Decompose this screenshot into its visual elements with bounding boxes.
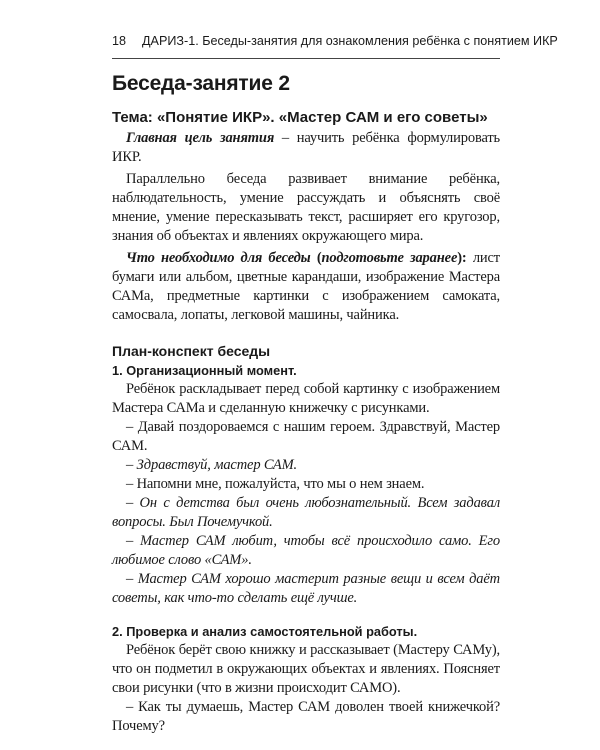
materials-label-note: подготовьте заранее: [321, 250, 458, 266]
section1-heading: 1. Организационный момент.: [112, 363, 297, 378]
goal-paragraph: [112, 129, 500, 167]
goal-label: Главная цель занятия: [126, 130, 275, 146]
dialogue-line: – Мастер САМ любит, чтобы всё происходило само. Его любимое слово «САМ».: [112, 533, 500, 568]
goal-text: – научить ребёнка формулировать ИКР.: [112, 130, 501, 165]
lesson-topic: Тема: «Понятие ИКР». «Мастер САМ и его советы»: [112, 109, 488, 126]
materials-label: Что необходимо для беседы: [126, 250, 317, 266]
dialogue-line: – Он с детства был очень любознательный. Всем задавал вопросы. Был Почемучкой.: [112, 495, 500, 530]
materials-paren-close: ):: [457, 250, 467, 266]
plan-heading: План-конспект беседы: [112, 343, 271, 359]
materials-paragraph: [112, 249, 500, 325]
running-title: ДАРИЗ-1. Беседы-занятия для ознакомления ребёнка с понятием ИКР: [142, 34, 558, 48]
running-head: [112, 34, 558, 48]
lesson-title: Беседа-занятие 2: [112, 72, 290, 95]
page-content: [112, 70, 500, 736]
materials-paren-open: (: [316, 250, 322, 266]
dialogue-line: – Здравствуй, мастер САМ.: [126, 457, 297, 473]
parallel-paragraph: Параллельно беседа развивает внимание ребёнка, наблюдательность, умение рассуждать и объяснять своё мнение, умение пересказывать текст, расширяет его кругозор, знания об объектах и явлениях окружающего мира.: [112, 171, 500, 244]
dialogue-line: – Давай поздороваемся с нашим героем. Здравствуй, Мастер САМ.: [112, 419, 500, 454]
dialogue-line: – Мастер САМ хорошо мастерит разные вещи и всем даёт советы, как что-то сделать ещё лучше.: [112, 571, 500, 606]
dialogue-line: – Напомни мне, пожалуйста, что мы о нем знаем.: [126, 476, 425, 492]
section1-paragraph: Ребёнок раскладывает перед собой картинку с изображением Мастера САМа и сделанную книжечку с рисунками.: [112, 381, 500, 416]
dialogue-line: – Как ты думаешь, Мастер САМ доволен твоей книжечкой? Почему?: [112, 699, 500, 734]
page-number: 18: [112, 34, 127, 48]
materials-text: лист бумаги или альбом, цветные карандаши, изображение Мастера САМа, предметные картинки с изображением самоката, самосвала, лопаты, легковой машины, чайника.: [112, 250, 500, 323]
header-rule: [112, 58, 500, 59]
section2-heading: 2. Проверка и анализ самостоятельной работы.: [112, 624, 418, 639]
section2-paragraph: Ребёнок берёт свою книжку и рассказывает (Мастеру САМу), что он подметил в окружающих объектах и явлениях. Поясняет свои рисунки (что в жизни происходит САМО).: [112, 642, 500, 696]
